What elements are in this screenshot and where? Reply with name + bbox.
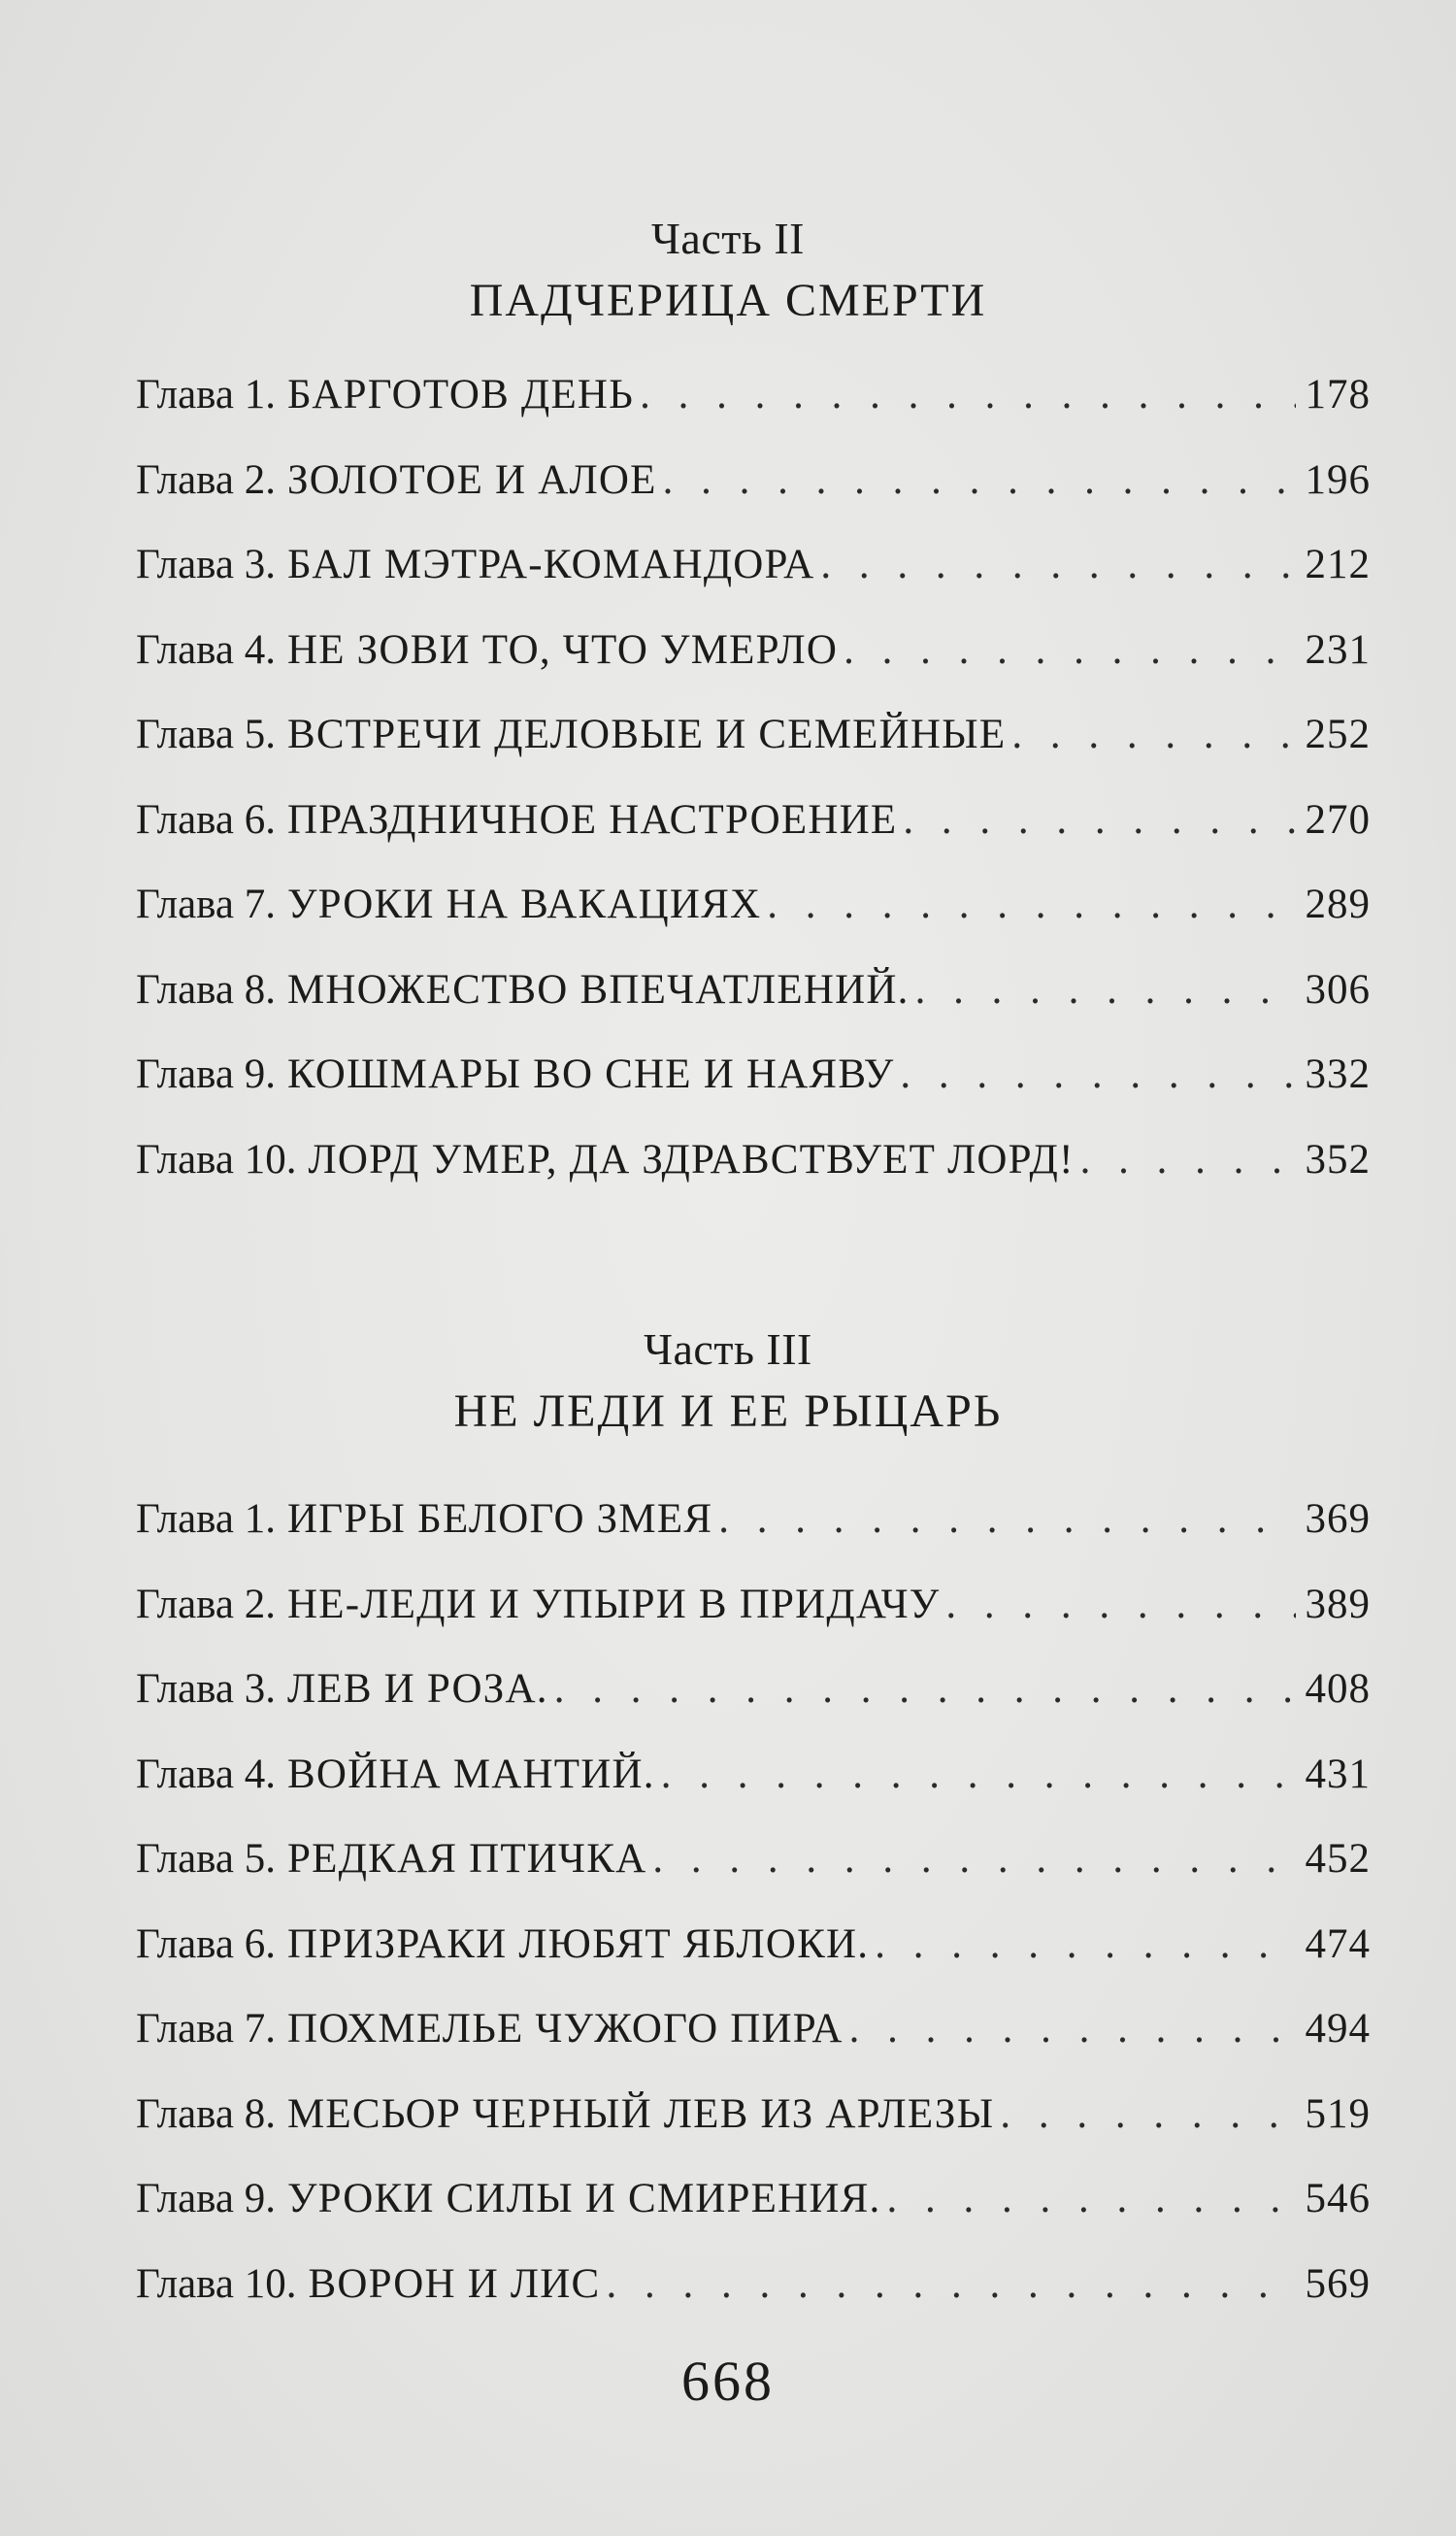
chapter-title: ПОХМЕЛЬЕ ЧУЖОГО ПИРА xyxy=(287,2006,844,2052)
page-number: 289 xyxy=(1305,882,1371,927)
toc-entry[interactable] xyxy=(136,456,1371,542)
leader-dots xyxy=(849,2005,1296,2052)
toc-entry[interactable] xyxy=(136,541,1371,626)
part-number: Часть II xyxy=(651,214,805,263)
page-number: 369 xyxy=(1305,1496,1371,1542)
page-number: 196 xyxy=(1305,456,1371,503)
chapter-label: Глава 4. xyxy=(136,1751,276,1797)
chapter-title: РЕДКАЯ ПТИЧКА xyxy=(287,1836,647,1882)
toc-entry[interactable] xyxy=(136,1751,1371,1836)
leader-dots xyxy=(661,1751,1296,1798)
leader-dots xyxy=(767,881,1295,928)
toc-entry[interactable] xyxy=(136,1835,1371,1920)
leader-dots xyxy=(844,626,1295,674)
toc-entry[interactable] xyxy=(136,1665,1371,1751)
chapter-title: БАЛ МЭТРА-КОМАНДОРА xyxy=(287,542,815,587)
chapter-label: Глава 1. xyxy=(136,1496,276,1542)
chapter-label: Глава 2. xyxy=(136,1581,276,1627)
part-2-header xyxy=(0,212,1456,330)
chapter-label: Глава 5. xyxy=(136,1836,276,1882)
part-3-contents xyxy=(136,1495,1371,2345)
leader-dots xyxy=(554,1665,1296,1713)
leader-dots xyxy=(875,1920,1295,1968)
leader-dots xyxy=(663,456,1296,504)
chapter-title: ВОРОН И ЛИС xyxy=(308,2260,601,2307)
page-number: 569 xyxy=(1305,2260,1371,2307)
page-number: 494 xyxy=(1305,2006,1371,2052)
page-number: 431 xyxy=(1305,1751,1371,1797)
page-number: 178 xyxy=(1305,372,1371,417)
toc-entry[interactable] xyxy=(136,881,1371,966)
part-number: Часть III xyxy=(644,1324,812,1374)
toc-entry[interactable] xyxy=(136,2175,1371,2260)
chapter-title: НЕ ЗОВИ ТО, ЧТО УМЕРЛО xyxy=(287,626,839,673)
folio-page-number: 668 xyxy=(681,2350,775,2413)
chapter-label: Глава 7. xyxy=(136,882,276,927)
leader-dots xyxy=(903,796,1295,844)
chapter-label: Глава 7. xyxy=(136,2006,276,2052)
chapter-title: ИГРЫ БЕЛОГО ЗМЕЯ xyxy=(287,1496,713,1542)
chapter-title: ВСТРЕЧИ ДЕЛОВЫЕ И СЕМЕЙНЫЕ xyxy=(287,712,1007,757)
leader-dots xyxy=(820,541,1295,588)
toc-entry[interactable] xyxy=(136,626,1371,712)
toc-entry[interactable] xyxy=(136,796,1371,882)
chapter-label: Глава 2. xyxy=(136,456,276,503)
chapter-label: Глава 10. xyxy=(136,2260,297,2307)
chapter-title: ЛОРД УМЕР, ДА ЗДРАВСТВУЕТ ЛОРД! xyxy=(308,1136,1075,1183)
toc-entry[interactable] xyxy=(136,966,1371,1051)
page-number: 270 xyxy=(1305,796,1371,843)
chapter-title: ЛЕВ И РОЗА. xyxy=(287,1666,548,1712)
toc-entry[interactable] xyxy=(136,1051,1371,1136)
chapter-label: Глава 9. xyxy=(136,2176,276,2221)
chapter-title: ЗОЛОТОЕ И АЛОЕ xyxy=(287,456,657,503)
page-number: 519 xyxy=(1305,2090,1371,2137)
chapter-label: Глава 3. xyxy=(136,542,276,587)
part-title: ПАДЧЕРИЦА СМЕРТИ xyxy=(469,275,987,326)
chapter-title: НЕ-ЛЕДИ И УПЫРИ В ПРИДАЧУ xyxy=(287,1581,941,1627)
leader-dots xyxy=(1011,711,1295,758)
chapter-title: ВОЙНА МАНТИЙ. xyxy=(287,1751,655,1797)
page-number: 306 xyxy=(1305,966,1371,1013)
chapter-title: МНОЖЕСТВО ВПЕЧАТЛЕНИЙ. xyxy=(287,966,910,1013)
leader-dots xyxy=(718,1495,1295,1543)
leader-dots xyxy=(1080,1136,1296,1184)
page-number: 332 xyxy=(1305,1051,1371,1097)
toc-entry[interactable] xyxy=(136,1920,1371,2006)
toc-entry[interactable] xyxy=(136,2260,1371,2346)
toc-entry[interactable] xyxy=(136,1581,1371,1666)
page-number: 546 xyxy=(1305,2176,1371,2221)
chapter-label: Глава 3. xyxy=(136,1666,276,1712)
chapter-label: Глава 8. xyxy=(136,2090,276,2137)
leader-dots xyxy=(652,1835,1295,1883)
toc-entry[interactable] xyxy=(136,1136,1371,1221)
chapter-label: Глава 1. xyxy=(136,372,276,417)
toc-entry[interactable] xyxy=(136,371,1371,456)
chapter-label: Глава 9. xyxy=(136,1051,276,1097)
leader-dots xyxy=(945,1581,1295,1628)
leader-dots xyxy=(900,1051,1295,1098)
part-3-header xyxy=(0,1322,1456,1441)
chapter-label: Глава 6. xyxy=(136,796,276,843)
page-number: 252 xyxy=(1305,712,1371,757)
chapter-title: ПРАЗДНИЧНОЕ НАСТРОЕНИЕ xyxy=(287,796,898,843)
chapter-label: Глава 4. xyxy=(136,626,276,673)
chapter-title: КОШМАРЫ ВО СНЕ И НАЯВУ xyxy=(287,1051,895,1097)
chapter-label: Глава 10. xyxy=(136,1136,297,1183)
page-number: 231 xyxy=(1305,626,1371,673)
chapter-title: ПРИЗРАКИ ЛЮБЯТ ЯБЛОКИ. xyxy=(287,1920,870,1967)
part-2-contents xyxy=(136,371,1371,1220)
leader-dots xyxy=(1000,2090,1295,2138)
page-number: 474 xyxy=(1305,1920,1371,1967)
toc-entry[interactable] xyxy=(136,1495,1371,1581)
chapter-label: Глава 5. xyxy=(136,712,276,757)
chapter-title: УРОКИ СИЛЫ И СМИРЕНИЯ. xyxy=(287,2176,881,2221)
toc-entry[interactable] xyxy=(136,711,1371,796)
toc-entry[interactable] xyxy=(136,2090,1371,2176)
leader-dots xyxy=(915,966,1296,1014)
page-number: 452 xyxy=(1305,1836,1371,1882)
part-title: НЕ ЛЕДИ И ЕЕ РЫЦАРЬ xyxy=(453,1385,1003,1437)
chapter-title: МЕСЬОР ЧЕРНЫЙ ЛЕВ ИЗ АРЛЕЗЫ xyxy=(287,2090,995,2137)
leader-dots xyxy=(886,2175,1295,2222)
page-number: 352 xyxy=(1305,1136,1371,1183)
page-number: 212 xyxy=(1305,542,1371,587)
chapter-label: Глава 8. xyxy=(136,966,276,1013)
chapter-label: Глава 6. xyxy=(136,1920,276,1967)
toc-entry[interactable] xyxy=(136,2005,1371,2090)
leader-dots xyxy=(606,2260,1295,2308)
leader-dots xyxy=(640,371,1295,418)
chapter-title: УРОКИ НА ВАКАЦИЯХ xyxy=(287,882,762,927)
page-number: 408 xyxy=(1305,1666,1371,1712)
chapter-title: БАРГОТОВ ДЕНЬ xyxy=(287,372,635,417)
page-number: 389 xyxy=(1305,1581,1371,1627)
